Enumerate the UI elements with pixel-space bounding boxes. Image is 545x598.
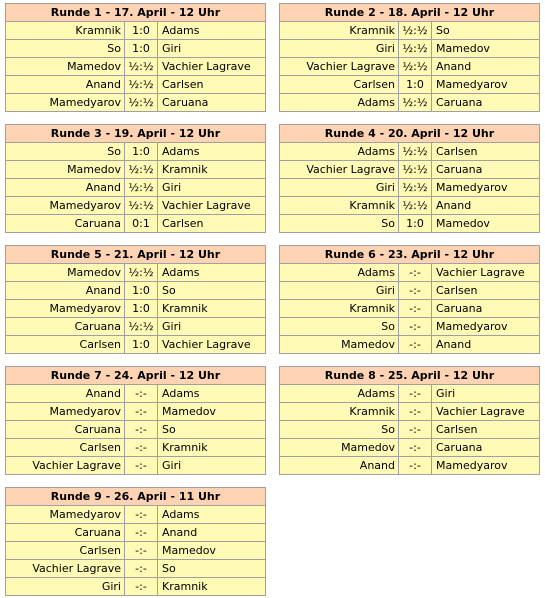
game-result: -:-	[125, 542, 158, 559]
game-result: ½:½	[125, 161, 158, 178]
white-player: Kramnik	[6, 22, 125, 39]
white-player: So	[6, 143, 125, 160]
white-player: Mamedyarov	[6, 403, 125, 420]
white-player: Mamedov	[280, 336, 399, 353]
black-player: So	[162, 284, 176, 297]
white-player: So	[280, 318, 399, 335]
white-player: Mamedov	[6, 58, 125, 75]
black-player: So	[162, 562, 176, 575]
game-result: ½:½	[399, 94, 432, 111]
game-result: -:-	[399, 264, 432, 281]
white-player: Caruana	[6, 524, 125, 541]
game-row	[280, 317, 539, 335]
game-result: -:-	[125, 439, 158, 456]
black-player: Vachier Lagrave	[436, 266, 525, 279]
round-header: Runde 4 - 20. April - 12 Uhr	[280, 125, 539, 143]
black-player: Anand	[162, 526, 198, 539]
game-row	[6, 214, 265, 232]
game-row	[6, 178, 265, 196]
game-result: -:-	[125, 385, 158, 402]
game-result: -:-	[125, 457, 158, 474]
game-row	[280, 402, 539, 420]
white-player: Giri	[280, 40, 399, 57]
game-result: ½:½	[125, 179, 158, 196]
game-result: -:-	[125, 403, 158, 420]
game-row	[6, 559, 265, 577]
black-player: Carlsen	[436, 423, 478, 436]
game-result: -:-	[125, 560, 158, 577]
game-row	[6, 506, 265, 523]
round-3-table	[5, 124, 266, 233]
game-row	[280, 93, 539, 111]
black-player: So	[162, 423, 176, 436]
game-row	[6, 75, 265, 93]
game-result: -:-	[125, 578, 158, 595]
white-player: So	[6, 40, 125, 57]
game-row	[280, 22, 539, 39]
white-player: Giri	[280, 282, 399, 299]
white-player: Vachier Lagrave	[6, 457, 125, 474]
game-row	[280, 160, 539, 178]
game-result: ½:½	[399, 143, 432, 160]
round-header: Runde 7 - 24. April - 12 Uhr	[6, 367, 265, 385]
game-result: ½:½	[125, 58, 158, 75]
black-player: Mamedyarov	[436, 78, 508, 91]
game-result: 1:0	[125, 336, 158, 353]
white-player: Adams	[280, 264, 399, 281]
round-4-table	[279, 124, 540, 233]
game-row	[6, 39, 265, 57]
white-player: Anand	[6, 282, 125, 299]
game-result: ½:½	[399, 179, 432, 196]
game-result: 1:0	[399, 76, 432, 93]
black-player: Mamedyarov	[436, 320, 508, 333]
black-player: Anand	[436, 199, 472, 212]
game-row	[6, 523, 265, 541]
game-result: -:-	[399, 336, 432, 353]
black-player: Giri	[162, 320, 182, 333]
game-result: -:-	[399, 439, 432, 456]
black-player: Anand	[436, 60, 472, 73]
round-header: Runde 9 - 26. April - 11 Uhr	[6, 488, 265, 506]
black-player: Mamedov	[162, 544, 216, 557]
game-result: -:-	[399, 403, 432, 420]
game-row	[6, 402, 265, 420]
black-player: Giri	[162, 42, 182, 55]
black-player: Adams	[162, 508, 200, 521]
white-player: Carlsen	[6, 439, 125, 456]
game-row	[6, 264, 265, 281]
black-player: Mamedyarov	[436, 459, 508, 472]
black-player: Vachier Lagrave	[436, 405, 525, 418]
white-player: Kramnik	[280, 300, 399, 317]
game-row	[280, 214, 539, 232]
black-player: Adams	[162, 24, 200, 37]
game-result: ½:½	[125, 94, 158, 111]
black-player: Caruana	[162, 96, 209, 109]
white-player: Adams	[280, 94, 399, 111]
black-player: Mamedov	[436, 217, 490, 230]
white-player: Caruana	[6, 318, 125, 335]
game-result: -:-	[399, 385, 432, 402]
round-7-table	[5, 366, 266, 475]
game-result: -:-	[399, 457, 432, 474]
game-row	[280, 299, 539, 317]
white-player: Caruana	[6, 421, 125, 438]
round-5-table	[5, 245, 266, 354]
game-row	[280, 57, 539, 75]
game-row	[280, 456, 539, 474]
white-player: Anand	[6, 385, 125, 402]
game-result: 1:0	[125, 22, 158, 39]
black-player: Carlsen	[162, 78, 204, 91]
round-6-table	[279, 245, 540, 354]
round-2-table	[279, 3, 540, 112]
game-result: ½:½	[125, 76, 158, 93]
game-result: -:-	[399, 318, 432, 335]
white-player: Kramnik	[280, 403, 399, 420]
game-row	[6, 22, 265, 39]
game-row	[280, 178, 539, 196]
white-player: Kramnik	[280, 22, 399, 39]
game-row	[6, 93, 265, 111]
game-result: 1:0	[399, 215, 432, 232]
game-row	[280, 438, 539, 456]
black-player: Vachier Lagrave	[162, 199, 251, 212]
white-player: Mamedov	[280, 439, 399, 456]
black-player: Adams	[162, 266, 200, 279]
game-result: ½:½	[125, 264, 158, 281]
white-player: Vachier Lagrave	[6, 560, 125, 577]
black-player: Anand	[436, 338, 472, 351]
game-result: ½:½	[399, 161, 432, 178]
game-result: 1:0	[125, 40, 158, 57]
game-row	[6, 420, 265, 438]
round-header: Runde 1 - 17. April - 12 Uhr	[6, 4, 265, 22]
game-result: ½:½	[125, 197, 158, 214]
white-player: Carlsen	[6, 336, 125, 353]
game-result: 1:0	[125, 282, 158, 299]
white-player: Mamedyarov	[6, 506, 125, 523]
white-player: Mamedyarov	[6, 300, 125, 317]
round-header: Runde 8 - 25. April - 12 Uhr	[280, 367, 539, 385]
game-result: -:-	[125, 524, 158, 541]
game-row	[6, 438, 265, 456]
round-8-table	[279, 366, 540, 475]
white-player: Mamedov	[6, 161, 125, 178]
black-player: Caruana	[436, 96, 483, 109]
game-row	[6, 335, 265, 353]
game-result: ½:½	[399, 22, 432, 39]
game-row	[6, 317, 265, 335]
game-row	[6, 577, 265, 595]
black-player: Carlsen	[162, 217, 204, 230]
game-result: ½:½	[399, 197, 432, 214]
game-result: -:-	[399, 282, 432, 299]
white-player: Giri	[6, 578, 125, 595]
game-row	[280, 39, 539, 57]
game-row	[6, 160, 265, 178]
white-player: Mamedyarov	[6, 197, 125, 214]
white-player: Mamedyarov	[6, 94, 125, 111]
game-row	[280, 143, 539, 160]
round-1-table	[5, 3, 266, 112]
black-player: Caruana	[436, 441, 483, 454]
white-player: Kramnik	[280, 197, 399, 214]
black-player: Carlsen	[436, 284, 478, 297]
white-player: Giri	[280, 179, 399, 196]
game-result: ½:½	[125, 318, 158, 335]
game-result: -:-	[125, 421, 158, 438]
white-player: Anand	[6, 76, 125, 93]
black-player: Kramnik	[162, 441, 208, 454]
black-player: Adams	[162, 387, 200, 400]
black-player: Vachier Lagrave	[162, 338, 251, 351]
black-player: Mamedov	[162, 405, 216, 418]
game-result: 0:1	[125, 215, 158, 232]
round-header: Runde 5 - 21. April - 12 Uhr	[6, 246, 265, 264]
game-result: -:-	[399, 300, 432, 317]
white-player: So	[280, 421, 399, 438]
round-9-table	[5, 487, 266, 596]
game-row	[6, 385, 265, 402]
black-player: Adams	[162, 145, 200, 158]
white-player: So	[280, 215, 399, 232]
black-player: Giri	[162, 459, 182, 472]
black-player: Kramnik	[162, 163, 208, 176]
round-header: Runde 3 - 19. April - 12 Uhr	[6, 125, 265, 143]
black-player: Carlsen	[436, 145, 478, 158]
black-player: Mamedyarov	[436, 181, 508, 194]
white-player: Adams	[280, 385, 399, 402]
game-row	[280, 264, 539, 281]
white-player: Vachier Lagrave	[280, 161, 399, 178]
white-player: Carlsen	[6, 542, 125, 559]
game-result: 1:0	[125, 143, 158, 160]
game-row	[6, 541, 265, 559]
game-row	[6, 281, 265, 299]
white-player: Anand	[280, 457, 399, 474]
black-player: Mamedov	[436, 42, 490, 55]
game-result: 1:0	[125, 300, 158, 317]
game-row	[280, 385, 539, 402]
black-player: Giri	[162, 181, 182, 194]
game-result: -:-	[399, 421, 432, 438]
black-player: Caruana	[436, 302, 483, 315]
white-player: Adams	[280, 143, 399, 160]
game-result: ½:½	[399, 58, 432, 75]
white-player: Caruana	[6, 215, 125, 232]
game-row	[6, 456, 265, 474]
white-player: Vachier Lagrave	[280, 58, 399, 75]
white-player: Carlsen	[280, 76, 399, 93]
white-player: Anand	[6, 179, 125, 196]
white-player: Mamedov	[6, 264, 125, 281]
game-row	[280, 75, 539, 93]
game-row	[6, 57, 265, 75]
black-player: Giri	[436, 387, 456, 400]
round-header: Runde 6 - 23. April - 12 Uhr	[280, 246, 539, 264]
black-player: Caruana	[436, 163, 483, 176]
black-player: Kramnik	[162, 580, 208, 593]
game-result: ½:½	[399, 40, 432, 57]
game-row	[6, 143, 265, 160]
game-row	[280, 281, 539, 299]
black-player: So	[436, 24, 450, 37]
game-row	[280, 335, 539, 353]
game-row	[280, 420, 539, 438]
game-row	[6, 299, 265, 317]
black-player: Kramnik	[162, 302, 208, 315]
game-row	[6, 196, 265, 214]
game-result: -:-	[125, 506, 158, 523]
round-header: Runde 2 - 18. April - 12 Uhr	[280, 4, 539, 22]
game-row	[280, 196, 539, 214]
black-player: Vachier Lagrave	[162, 60, 251, 73]
